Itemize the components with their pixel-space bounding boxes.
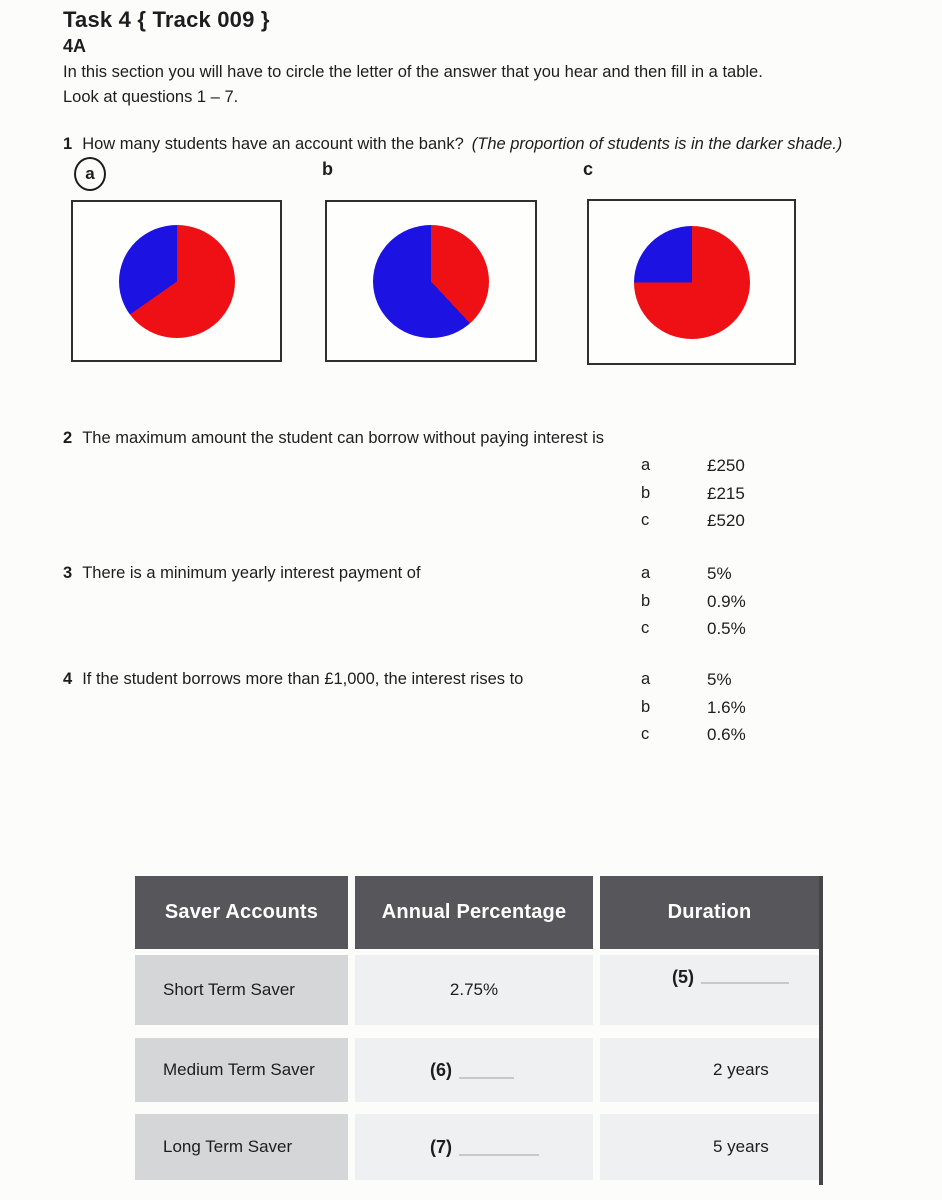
- table-header-saver-accounts: Saver Accounts: [135, 876, 348, 949]
- pie-chart-b: [373, 225, 489, 338]
- question-3: [63, 564, 421, 583]
- option-c-label: c: [583, 159, 594, 179]
- option-row: [641, 725, 746, 753]
- option-row: [641, 619, 746, 647]
- page-title: Task 4 { Track 009 }: [63, 7, 270, 32]
- option-letter: b: [641, 483, 651, 502]
- question-2-text: The maximum amount the student can borrow without paying interest is: [82, 429, 605, 447]
- table-cell-account: Short Term Saver: [135, 955, 348, 1025]
- question-1: [63, 135, 842, 154]
- option-letter: c: [641, 619, 650, 637]
- option-a-label: a: [85, 164, 95, 183]
- pie-chart-frame-a: [71, 200, 282, 362]
- pie-chart-a: [119, 225, 235, 338]
- pie-chart-frame-c: [587, 199, 796, 365]
- question-2-number: 2: [63, 429, 73, 447]
- option-value: £520: [707, 511, 745, 530]
- saver-accounts-table: [135, 876, 827, 1185]
- question-1-note: (The proportion of students is in the darker shade.): [471, 135, 843, 153]
- question-2: [63, 429, 604, 448]
- option-letter: b: [641, 591, 651, 610]
- table-header-duration: Duration: [600, 876, 819, 949]
- blank-number-6: (6): [430, 1059, 452, 1080]
- table-right-edge-line: [819, 876, 823, 1185]
- question-4-text: If the student borrows more than £1,000, the interest rises to: [82, 670, 524, 688]
- option-b-label: b: [322, 159, 333, 179]
- blank-number-5: (5): [672, 967, 694, 987]
- fill-in-line: [459, 1062, 514, 1079]
- option-row: [641, 484, 745, 512]
- option-row: [641, 670, 746, 698]
- fill-in-line: [701, 967, 789, 984]
- question-4: [63, 670, 523, 689]
- table-cell-duration-blank-5: [600, 955, 819, 1025]
- option-row: [641, 698, 746, 726]
- option-a-circled: [74, 157, 106, 191]
- pie-chart-c: [634, 226, 750, 339]
- pie-chart-frame-b: [325, 200, 537, 362]
- table-cell-percentage-blank-7: [355, 1114, 593, 1180]
- section-label: 4A: [63, 36, 87, 56]
- option-row: [641, 511, 745, 539]
- table-cell-duration: 2 years: [600, 1038, 819, 1102]
- question-1-text: How many students have an account with the bank?: [82, 135, 464, 153]
- option-row: [641, 592, 746, 620]
- table-cell-account: Medium Term Saver: [135, 1038, 348, 1102]
- question-3-number: 3: [63, 564, 73, 582]
- question-1-number: 1: [63, 135, 73, 153]
- option-value: 0.6%: [707, 725, 746, 744]
- option-letter: c: [641, 725, 650, 743]
- table-cell-percentage: 2.75%: [355, 955, 593, 1025]
- option-letter: c: [641, 511, 650, 529]
- question-3-options: [641, 564, 746, 647]
- option-value: 0.9%: [707, 591, 746, 611]
- fill-in-line: [459, 1139, 539, 1156]
- option-letter: a: [641, 564, 651, 582]
- question-2-options: [641, 456, 745, 539]
- table-header-annual-percentage: Annual Percentage: [355, 876, 593, 949]
- option-letter: a: [641, 456, 651, 474]
- table-cell-percentage-blank-6: [355, 1038, 593, 1102]
- option-value: 5%: [707, 564, 732, 583]
- option-value: 0.5%: [707, 619, 746, 638]
- option-value: £215: [707, 483, 745, 503]
- instructions-line-1: In this section you will have to circle the letter of the answer that you hear and then fill in a table.: [63, 63, 763, 81]
- option-row: [641, 564, 746, 592]
- option-letter: a: [641, 670, 651, 688]
- question-4-options: [641, 670, 746, 753]
- option-value: £250: [707, 456, 745, 475]
- blank-number-7: (7): [430, 1136, 452, 1157]
- table-cell-account: Long Term Saver: [135, 1114, 348, 1180]
- instructions-line-2: Look at questions 1 – 7.: [63, 88, 239, 106]
- option-row: [641, 456, 745, 484]
- question-3-text: There is a minimum yearly interest payment of: [82, 564, 421, 582]
- option-letter: b: [641, 697, 651, 716]
- option-value: 5%: [707, 670, 732, 689]
- table-cell-duration: 5 years: [600, 1114, 819, 1180]
- question-4-number: 4: [63, 670, 73, 688]
- option-value: 1.6%: [707, 697, 746, 717]
